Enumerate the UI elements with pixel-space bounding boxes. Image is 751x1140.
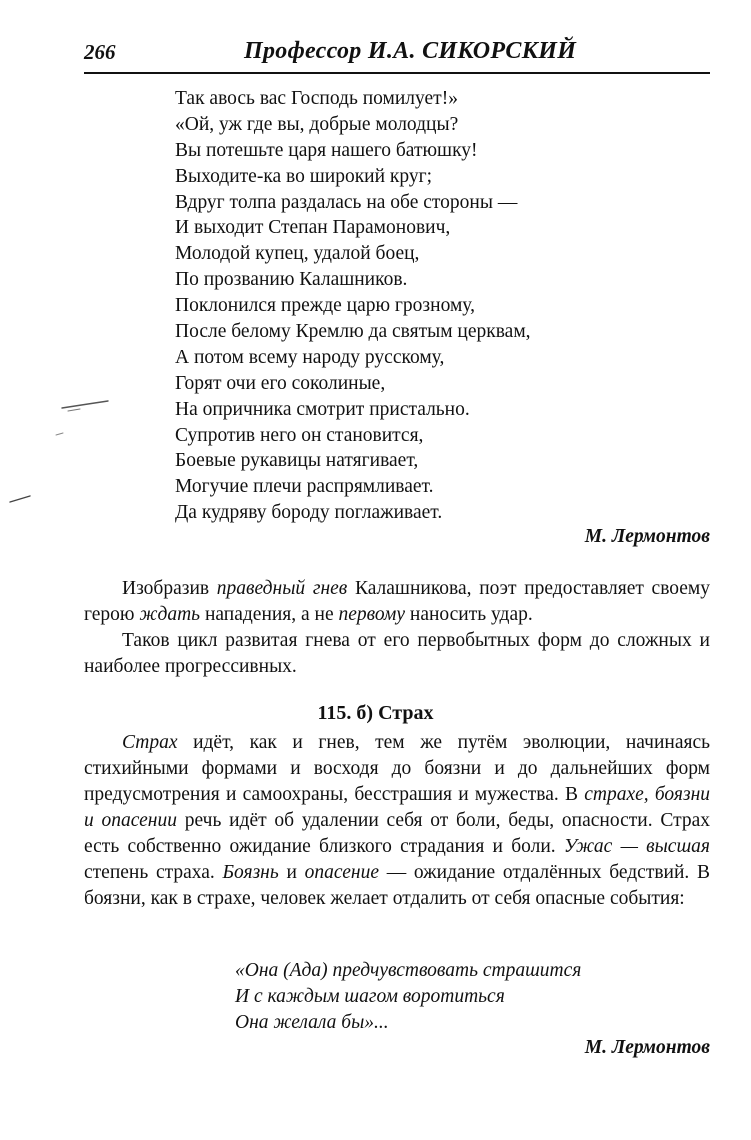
poem-line: Молодой купец, удалой боец, bbox=[175, 243, 420, 265]
emphasis-span: праведный гнев bbox=[216, 578, 348, 599]
poem-line: Супротив него он становится, bbox=[175, 424, 424, 446]
emphasis-span: первому bbox=[338, 604, 406, 625]
paragraph-anger-cycle: Таков цикл развитая гнева от его первобытных форм до сложных и наиболее прогрессивных. bbox=[84, 630, 710, 677]
page-header bbox=[84, 38, 710, 74]
emphasis-span: страхе, боязни и опасении bbox=[84, 784, 710, 831]
poem-line: Вдруг толпа раздалась на обе стороны — bbox=[175, 191, 518, 213]
poem-excerpt bbox=[175, 86, 531, 526]
pencil-stroke bbox=[68, 409, 80, 411]
poem-line: Могучие плечи распрямливает. bbox=[175, 476, 434, 498]
poem-line: На опричника смотрит пристально. bbox=[175, 398, 470, 420]
text-span: — ожидание отдалённых бедствий. В боязни, как в страхе, человек желает отдалить от себя опасные события: bbox=[84, 862, 711, 909]
quote-line: «Она (Ада) предчувствовать страшится bbox=[235, 960, 582, 981]
text-span: и bbox=[278, 862, 305, 883]
pencil-stroke bbox=[56, 433, 63, 435]
poem-line: Боевые рукавицы натягивает, bbox=[175, 450, 419, 472]
poem-line: «Ой, уж где вы, добрые молодцы? bbox=[175, 113, 459, 135]
paragraph-righteous-anger bbox=[84, 576, 710, 628]
poem-line: Так авось вас Господь помилует!» bbox=[175, 88, 458, 109]
poem-line: Поклонился прежде царю грозному, bbox=[175, 295, 475, 317]
pencil-stroke bbox=[10, 496, 30, 502]
margin-pencil-marks bbox=[0, 380, 120, 520]
poem-line: Выходите-ка во широкий круг; bbox=[175, 165, 433, 187]
poem-line: По прозванию Калашников. bbox=[175, 269, 408, 291]
poem-line: Горят очи его соколиные, bbox=[175, 372, 386, 394]
text-span: степень страха. bbox=[84, 862, 223, 883]
emphasis-span: Ужас — высшая bbox=[563, 836, 710, 857]
text-span: наносить удар. bbox=[405, 604, 533, 625]
emphasis-span: Страх bbox=[122, 732, 178, 753]
pencil-stroke bbox=[62, 401, 108, 408]
quote-line: И с каждым шагом воротиться bbox=[235, 986, 505, 1007]
text-span: речь идёт об удалении себя от боли, беды, опасности. Страх есть собственно ожидание близкого страдания и боли. bbox=[84, 810, 710, 857]
quote-excerpt bbox=[235, 958, 581, 1036]
poem-line: А потом всему народу русскому, bbox=[175, 346, 445, 368]
running-title: Профессор И.А. СИКОРСКИЙ bbox=[244, 38, 577, 64]
poem-line: После белому Кремлю да святым церквам, bbox=[175, 321, 531, 343]
text-span: нападения, а не bbox=[200, 604, 339, 625]
page-number: 266 bbox=[84, 40, 116, 64]
poem-line: И выходит Степан Парамонович, bbox=[175, 217, 451, 239]
text-span: идёт, как и гнев, тем же путём эволюции, начинаясь стихийными формами и восходя до боязни и до дальнейших форм предусмотрения и самоохраны, бесстрашия и мужества. В bbox=[84, 732, 710, 805]
quote-signature: М. Лермонтов bbox=[584, 1037, 710, 1058]
quote-line: Она желала бы»... bbox=[235, 1012, 389, 1033]
text-span: Калашникова, поэт предоставляет своему герою bbox=[84, 578, 711, 625]
poem-line: Вы потешьте царя нашего батюшку! bbox=[175, 139, 478, 161]
poem-signature: М. Лермонтов bbox=[584, 526, 710, 547]
text-span: Изобразив bbox=[122, 578, 217, 599]
emphasis-span: опасение bbox=[304, 862, 379, 883]
section-title: 115. б) Страх bbox=[317, 702, 434, 724]
paragraph-fear bbox=[84, 730, 710, 912]
emphasis-span: Боязнь bbox=[222, 862, 279, 883]
emphasis-span: ждать bbox=[139, 604, 201, 625]
poem-line: Да кудряву бороду поглаживает. bbox=[175, 502, 443, 524]
